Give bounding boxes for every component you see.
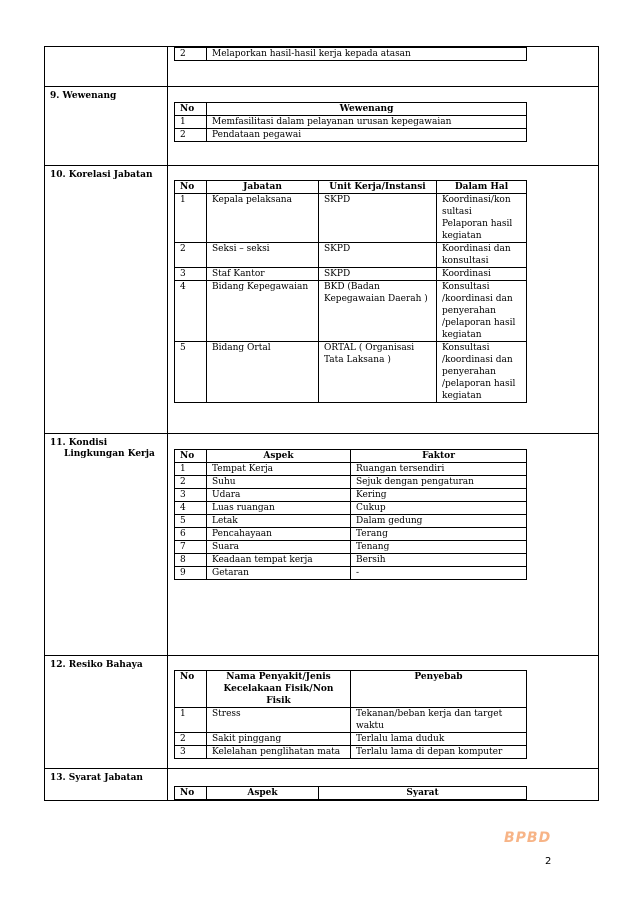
table-cell: Terlalu lama di depan komputer <box>351 746 527 759</box>
table-cell: SKPD <box>319 268 437 281</box>
column-header: Jabatan <box>207 181 319 194</box>
table-cell: 1 <box>175 708 207 733</box>
table-cell: Sakit pinggang <box>207 733 351 746</box>
section-label-resiko: 12. Resiko Bahaya <box>50 660 143 670</box>
row-divider <box>44 800 598 801</box>
table-cell: Koordinasi dan konsultasi <box>437 243 527 268</box>
section-label-syarat: 13. Syarat Jabatan <box>50 773 143 783</box>
table-cell: Stress <box>207 708 351 733</box>
column-header: No <box>175 671 207 708</box>
table-cell: Getaran <box>207 567 351 580</box>
tugas-continuation-table <box>174 47 527 61</box>
table-row <box>175 243 527 268</box>
table-cell: Kering <box>351 489 527 502</box>
table-cell: Sejuk dengan pengaturan <box>351 476 527 489</box>
table-row <box>175 129 527 142</box>
column-divider <box>167 46 168 801</box>
table-cell: 3 <box>175 489 207 502</box>
column-header: Wewenang <box>207 103 527 116</box>
table-cell: Tempat Kerja <box>207 463 351 476</box>
table-cell: 1 <box>175 194 207 243</box>
table-cell: 5 <box>175 515 207 528</box>
table-row <box>175 194 527 243</box>
bpbd-logo: BPBD <box>504 830 552 846</box>
table-row <box>175 733 527 746</box>
table-cell: Terlalu lama duduk <box>351 733 527 746</box>
table-cell: 8 <box>175 554 207 567</box>
table-row <box>175 541 527 554</box>
table-row <box>175 567 527 580</box>
row-divider <box>44 655 598 656</box>
table-cell: 4 <box>175 502 207 515</box>
table-cell: Konsultasi /koordinasi dan penyerahan /pelaporan hasil kegiatan <box>437 281 527 342</box>
table-row <box>175 268 527 281</box>
table-cell: Konsultasi /koordinasi dan penyerahan /pelaporan hasil kegiatan <box>437 342 527 403</box>
table-cell: Ruangan tersendiri <box>351 463 527 476</box>
column-header: No <box>175 450 207 463</box>
table-cell: Letak <box>207 515 351 528</box>
table-cell: Suhu <box>207 476 351 489</box>
table-cell: 3 <box>175 746 207 759</box>
table-cell: Melaporkan hasil-hasil kerja kepada atasan <box>207 48 527 61</box>
table-row <box>175 528 527 541</box>
column-header: No <box>175 103 207 116</box>
row-divider <box>44 86 598 87</box>
section-label-wewenang: 9. Wewenang <box>50 91 117 101</box>
column-header: Dalam Hal <box>437 181 527 194</box>
column-header: Nama Penyakit/Jenis Kecelakaan Fisik/Non Fisik <box>207 671 351 708</box>
table-row <box>175 116 527 129</box>
table-cell: Suara <box>207 541 351 554</box>
table-cell: ORTAL ( Organisasi Tata Laksana ) <box>319 342 437 403</box>
table-cell: 1 <box>175 116 207 129</box>
table-cell: Dalam gedung <box>351 515 527 528</box>
column-header: No <box>175 787 207 800</box>
page-number: 2 <box>545 856 552 867</box>
table-cell: 1 <box>175 463 207 476</box>
column-header: Penyebab <box>351 671 527 708</box>
table-row <box>175 463 527 476</box>
section-label-korelasi: 10. Korelasi Jabatan <box>50 170 153 180</box>
table-cell: Koordinasi/kon sultasi Pelaporan hasil kegiatan <box>437 194 527 243</box>
section-label-kondisi <box>50 438 155 460</box>
table-cell: Terang <box>351 528 527 541</box>
row-divider <box>44 165 598 166</box>
table-cell: BKD (Badan Kepegawaian Daerah ) <box>319 281 437 342</box>
table-row <box>175 476 527 489</box>
wewenang-table <box>174 102 527 142</box>
table-row <box>175 554 527 567</box>
table-row <box>175 708 527 733</box>
column-header: No <box>175 181 207 194</box>
kondisi-table <box>174 449 527 580</box>
section-label-kondisi-line1: 11. Kondisi <box>50 438 108 448</box>
table-row <box>175 489 527 502</box>
table-cell: Tenang <box>351 541 527 554</box>
table-cell: Kepala pelaksana <box>207 194 319 243</box>
resiko-table <box>174 670 527 759</box>
table-cell: 9 <box>175 567 207 580</box>
table-cell: SKPD <box>319 194 437 243</box>
row-divider <box>44 768 598 769</box>
table-cell: 3 <box>175 268 207 281</box>
table-cell: Bersih <box>351 554 527 567</box>
table-cell: Staf Kantor <box>207 268 319 281</box>
table-cell: 5 <box>175 342 207 403</box>
table-cell: Kelelahan penglihatan mata <box>207 746 351 759</box>
section-label-kondisi-line2: Lingkungan Kerja <box>64 449 155 459</box>
table-cell: Bidang Kepegawaian <box>207 281 319 342</box>
table-row <box>175 746 527 759</box>
row-divider <box>44 433 598 434</box>
column-header: Aspek <box>207 787 319 800</box>
table-cell: Koordinasi <box>437 268 527 281</box>
table-row <box>175 48 527 61</box>
table-cell: Udara <box>207 489 351 502</box>
table-row <box>175 281 527 342</box>
table-cell: Bidang Ortal <box>207 342 319 403</box>
table-cell: 2 <box>175 129 207 142</box>
table-cell: 2 <box>175 243 207 268</box>
table-cell: 2 <box>175 48 207 61</box>
column-header: Syarat <box>319 787 527 800</box>
table-cell: 2 <box>175 733 207 746</box>
table-cell: 6 <box>175 528 207 541</box>
table-row <box>175 515 527 528</box>
table-cell: 4 <box>175 281 207 342</box>
table-cell: Luas ruangan <box>207 502 351 515</box>
table-cell: Seksi – seksi <box>207 243 319 268</box>
column-header: Unit Kerja/Instansi <box>319 181 437 194</box>
korelasi-table <box>174 180 527 403</box>
table-cell: SKPD <box>319 243 437 268</box>
table-row <box>175 342 527 403</box>
table-cell: Keadaan tempat kerja <box>207 554 351 567</box>
table-cell: - <box>351 567 527 580</box>
syarat-table <box>174 786 527 800</box>
table-row <box>175 502 527 515</box>
table-cell: Cukup <box>351 502 527 515</box>
column-header: Faktor <box>351 450 527 463</box>
table-cell: Pencahayaan <box>207 528 351 541</box>
table-cell: Tekanan/beban kerja dan target waktu <box>351 708 527 733</box>
table-cell: 2 <box>175 476 207 489</box>
table-cell: 7 <box>175 541 207 554</box>
column-header: Aspek <box>207 450 351 463</box>
table-cell: Pendataan pegawai <box>207 129 527 142</box>
table-cell: Memfasilitasi dalam pelayanan urusan kepegawaian <box>207 116 527 129</box>
